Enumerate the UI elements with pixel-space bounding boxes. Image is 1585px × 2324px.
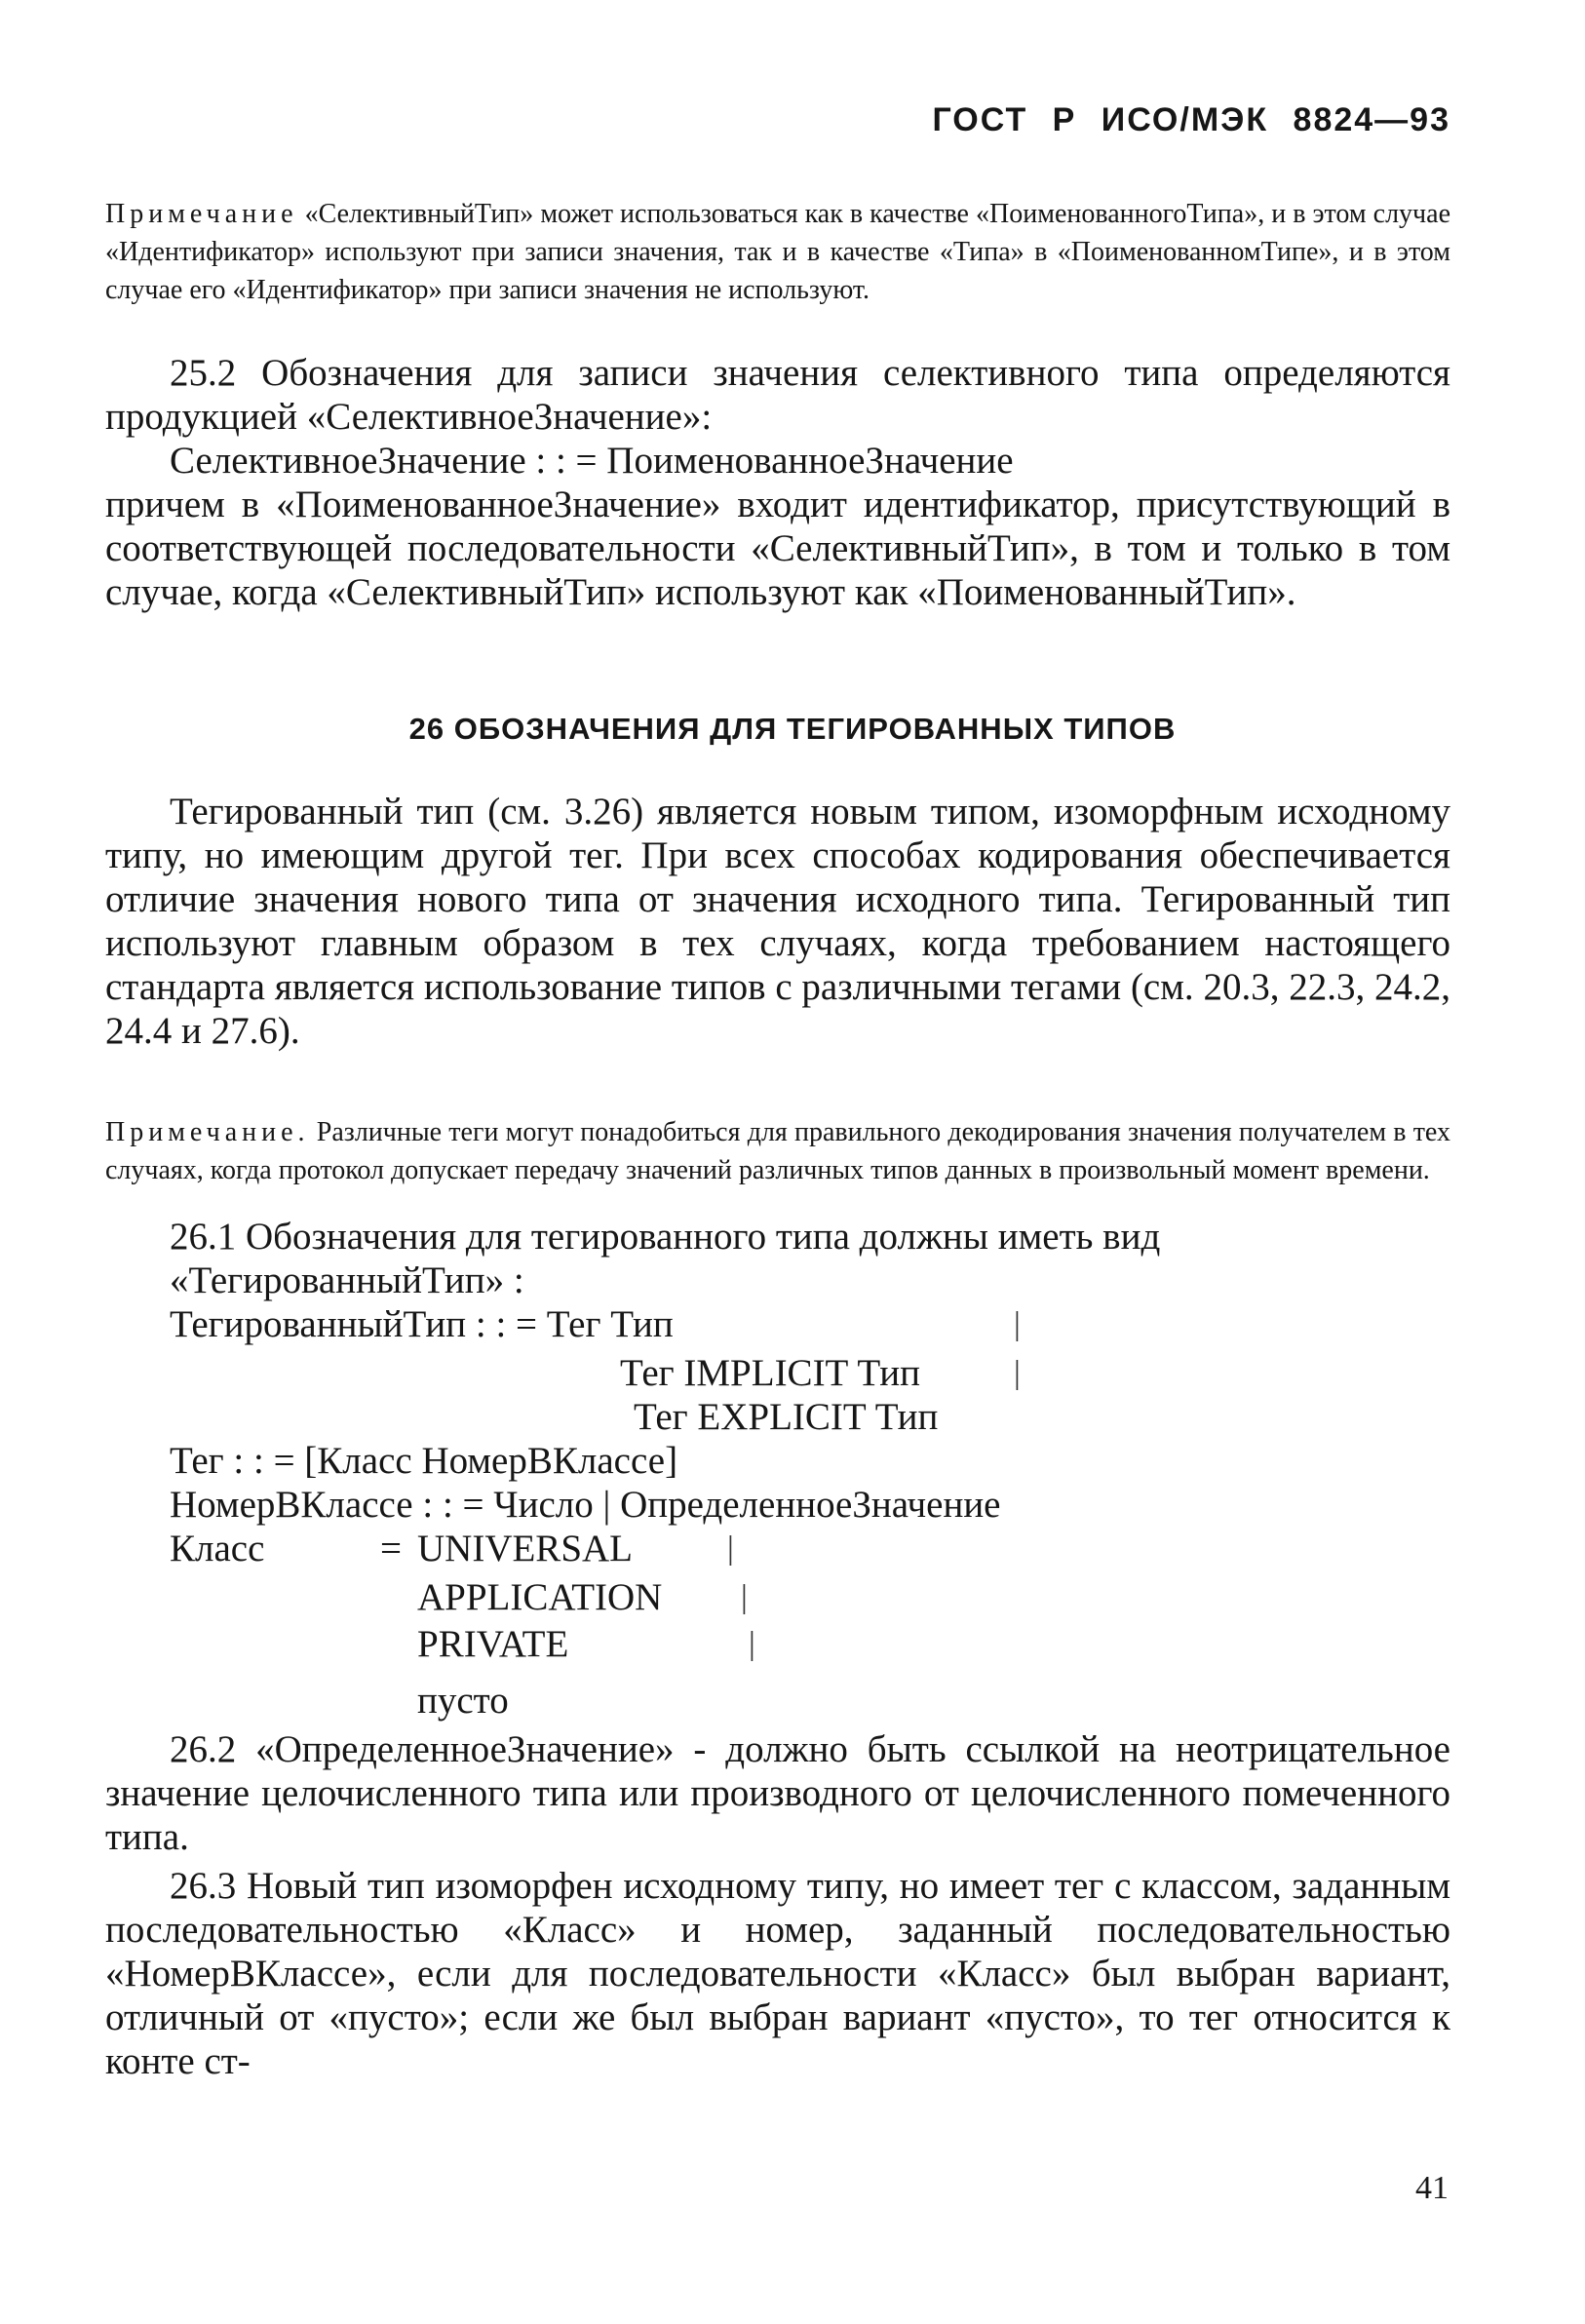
grammar-class-eq: = xyxy=(380,1528,402,1569)
grammar-class-universal: UNIVERSAL xyxy=(417,1528,633,1569)
grammar-tag: Тег : : = [Класс НомерВКлассе] xyxy=(170,1440,678,1482)
grammar-tagged-type-3: Тег EXPLICIT Тип xyxy=(634,1396,939,1438)
note-selective-type xyxy=(105,195,1450,309)
grammar-alternative-bar: | xyxy=(749,1626,755,1662)
clause-26-2: 26.2 «ОпределенноеЗначение» - должно быть ссылкой на неотрицательное значение целочисленного типа или производного от целочисленного помеченного типа. xyxy=(105,1728,1450,1858)
page-number: 41 xyxy=(1415,2170,1449,2206)
clause-26-1-intro-line2: «ТегированныйТип» : xyxy=(170,1259,524,1301)
standard-header: ГОСТ Р ИСО/МЭК 8824—93 xyxy=(932,101,1450,138)
grammar-alternative-bar: | xyxy=(741,1579,748,1615)
grammar-class-number: НомерВКлассе : : = Число | ОпределенноеЗначение xyxy=(170,1484,1001,1526)
section-26-heading: 26 ОБОЗНАЧЕНИЯ ДЛЯ ТЕГИРОВАННЫХ ТИПОВ xyxy=(408,712,1177,746)
grammar-tagged-type-2: Тег IMPLICIT Тип xyxy=(620,1352,921,1394)
grammar-alternative-bar: | xyxy=(1014,1306,1021,1342)
clause-26-1-intro-line1: 26.1 Обозначения для тегированного типа должны иметь вид xyxy=(170,1216,1161,1258)
grammar-alternative-bar: | xyxy=(1014,1355,1021,1391)
clause-25-2-intro: 25.2 Обозначения для записи значения селективного типа определяются продукцией «СелективноеЗначение»: xyxy=(105,352,1450,438)
clause-25-2-text: причем в «ПоименованноеЗначение» входит идентификатор, присутствующий в соответствующей последовательности «СелективныйТип», в том и только в том случае, когда «СелективныйТип» используют как «ПоименованныйТип». xyxy=(105,484,1450,613)
grammar-class-private: PRIVATE xyxy=(417,1623,569,1665)
grammar-class-lhs: Класс xyxy=(170,1528,265,1569)
note-label: Примечание. xyxy=(105,1117,310,1147)
section-26-intro: Тегированный тип (см. 3.26) является новым типом, изоморфным исходному типу, но имеющим другой тег. При всех способах кодирования обеспечивается отличие значения нового типа от значения исходного типа. Тегированный тип используют главным образом в тех случаях, когда требованием настоящего стандарта является использование типов с различными тегами (см. 20.3, 22.3, 24.2, 24.4 и 27.6). xyxy=(105,791,1450,1052)
note-label: Примечание xyxy=(105,199,298,229)
grammar-alternative-bar: | xyxy=(727,1530,734,1567)
note-text: «СелективныйТип» может использоваться как в качестве «ПоименованногоТипа», и в этом случае «Идентификатор» используют при записи значения, так и в качестве «Типа» в «ПоименованномТипе», и в этом случае его «Идентификатор» при записи значения не используют. xyxy=(105,199,1450,305)
note-different-tags xyxy=(105,1113,1450,1189)
grammar-class-application: APPLICATION xyxy=(417,1576,663,1618)
note-text: Различные теги могут понадобиться для правильного декодирования значения получателем в тех случаях, когда протокол допускает передачу значений различных типов данных в произвольный момент времени. xyxy=(105,1117,1450,1185)
grammar-class-empty: пусто xyxy=(417,1680,509,1722)
grammar-tagged-type-1: ТегированныйТип : : = Тег Тип xyxy=(170,1303,674,1345)
clause-25-2-production: СелективноеЗначение : : = ПоименованноеЗначение xyxy=(170,440,1014,482)
clause-26-3: 26.3 Новый тип изоморфен исходному типу, но имеет тег с классом, заданным последовательностью «Класс» и номер, заданный последовательностью «НомерВКлассе», если для последовательности «Класс» был выбран вариант, отличный от «пусто»; если же был выбран вариант «пусто», то тег относится к конте ст- xyxy=(105,1865,1450,2082)
